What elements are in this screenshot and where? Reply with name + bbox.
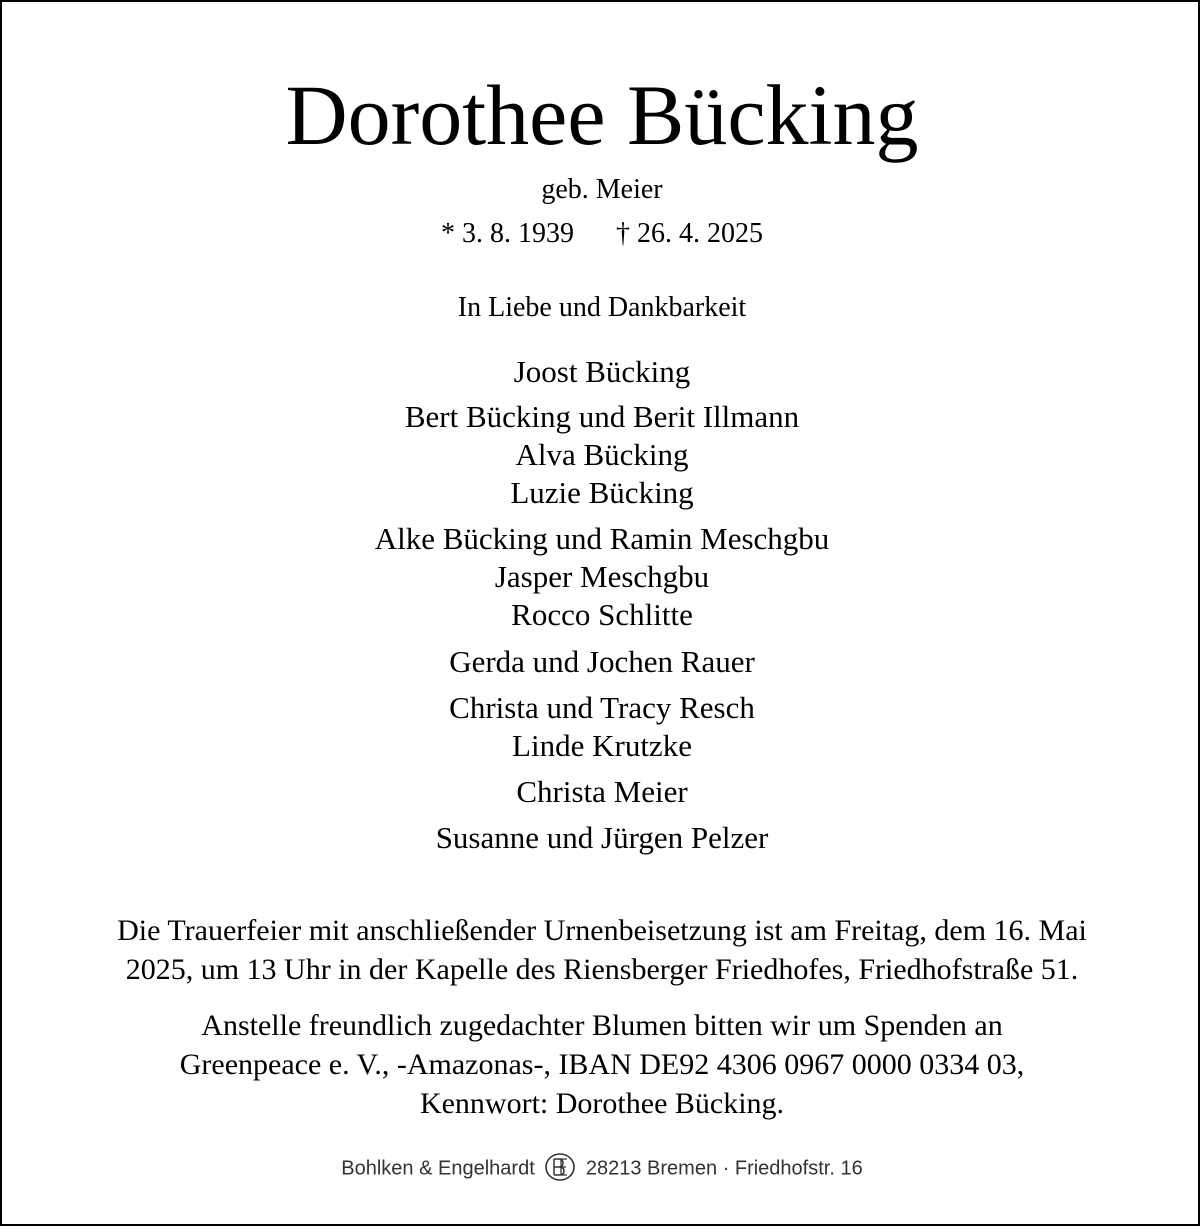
life-dates	[2, 220, 1200, 248]
mourner: Jasper Meschgbu	[494, 559, 710, 594]
funeral-home-footer	[2, 1154, 1200, 1184]
birth-date: * 3. 8. 1939	[441, 218, 574, 249]
mourner: Christa Meier	[516, 774, 688, 809]
mourner: Luzie Bücking	[510, 475, 694, 510]
dedication: In Liebe und Dankbarkeit	[457, 292, 747, 323]
mourner: Rocco Schlitte	[511, 597, 693, 632]
birth-name: geb. Meier	[541, 174, 663, 205]
ceremony-line: Die Trauerfeier mit anschließender Urnenbeisetzung ist am Freitag, dem 16. Mai	[117, 914, 1087, 947]
funeral-home-name: Bohlken & Engelhardt	[341, 1157, 535, 1180]
donation-line: Anstelle freundlich zugedachter Blumen bitten wir um Spenden an	[201, 1009, 1003, 1042]
mourner: Bert Bücking und Berit Illmann	[404, 399, 800, 434]
donation-line: Greenpeace e. V., -Amazonas-, IBAN DE92 4306 0967 0000 0334 03,	[179, 1048, 1025, 1081]
mourner: Joost Bücking	[513, 354, 691, 389]
mourner: Alva Bücking	[515, 437, 689, 472]
mourner: Linde Krutzke	[512, 728, 692, 763]
death-date: † 26. 4. 2025	[616, 218, 763, 249]
ceremony-line: 2025, um 13 Uhr in der Kapelle des Riensberger Friedhofes, Friedhofstraße 51.	[125, 953, 1079, 986]
deceased-name: Dorothee Bücking	[285, 67, 919, 163]
funeral-home-address: 28213 Bremen · Friedhofstr. 16	[585, 1157, 863, 1180]
mourner: Susanne und Jürgen Pelzer	[435, 820, 769, 855]
mourner: Christa und Tracy Resch	[449, 690, 755, 725]
donation-line: Kennwort: Dorothee Bücking.	[419, 1087, 785, 1120]
mourner: Gerda und Jochen Rauer	[449, 644, 755, 679]
mourner: Alke Bücking und Ramin Meschgbu	[374, 521, 830, 556]
be-monogram-icon	[544, 1152, 576, 1182]
